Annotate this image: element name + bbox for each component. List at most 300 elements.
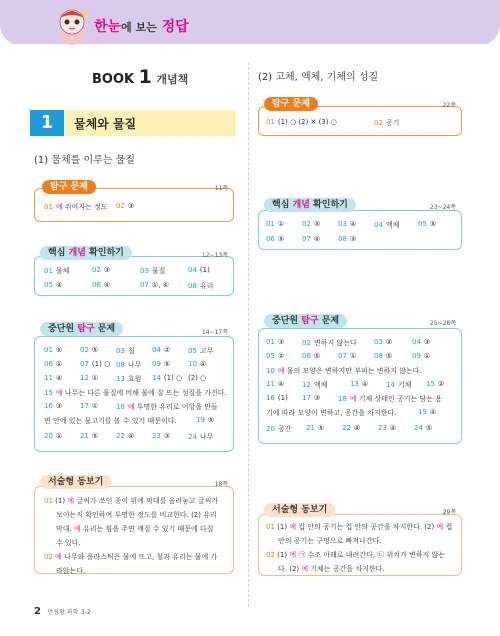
answer-item xyxy=(44,346,62,354)
answer-item xyxy=(338,220,356,228)
answer-text: ⑤ xyxy=(313,352,321,360)
answer-item xyxy=(374,352,392,360)
tag-part: 문제 xyxy=(67,182,88,192)
answer-number: 10 xyxy=(188,360,197,368)
tag-part: 탐구 xyxy=(77,324,95,334)
answer-text: ④ xyxy=(313,235,321,243)
answer-item xyxy=(266,394,288,402)
answer-item xyxy=(116,346,135,356)
essay-part: 유리는 힘을 주면 깨질 수 있기 때문에 다칠 xyxy=(82,525,214,533)
answer-number: 02 xyxy=(374,119,383,127)
answer-text: 효원 xyxy=(127,375,142,383)
answer-continuation: 면 안에 있는 물고기를 볼 수 있기 때문이다. xyxy=(44,417,177,425)
answer-text: ①, ④ xyxy=(151,281,169,289)
answer-text: (1) xyxy=(199,266,210,274)
chapter-number: 1 xyxy=(30,110,64,136)
answer-item xyxy=(302,352,320,360)
answer-number: 15 xyxy=(44,389,53,397)
answer-text: ③ xyxy=(277,338,285,346)
answer-text: ④ xyxy=(429,408,437,416)
answer-item xyxy=(426,380,444,388)
answer-text: ① xyxy=(91,402,99,410)
answer-number: 01 xyxy=(266,523,275,531)
essay-line xyxy=(266,548,458,562)
answer-item xyxy=(116,360,141,370)
answer-number: 07 xyxy=(338,352,347,360)
answer-item xyxy=(266,220,284,228)
answer-item xyxy=(302,338,357,348)
answer-text: 나무 xyxy=(199,433,214,441)
answer-number: 19 xyxy=(418,408,427,416)
answer-number: 02 xyxy=(302,339,311,347)
essay-part: 막대. xyxy=(56,525,72,533)
answer-text: 투명한 유리로 어항을 만들 xyxy=(136,403,218,411)
essay-part: 나무와 플라스틱은 물에 뜨고, 철과 유리는 물에 가 xyxy=(64,553,218,561)
example-mark: 예 xyxy=(301,565,309,573)
answer-number: 16 xyxy=(266,394,275,402)
answer-text: ⑤ xyxy=(429,220,437,228)
tag-part: 개념 xyxy=(292,200,310,210)
right-concept-box xyxy=(258,210,462,250)
essay-line: 수 있다. xyxy=(56,539,81,547)
answer-text: ③ xyxy=(313,394,321,402)
answer-text: ⑤ xyxy=(425,424,433,432)
example-mark: 예 xyxy=(349,395,357,403)
header-part1: 한눈 xyxy=(94,19,122,35)
answer-text: 액체 xyxy=(313,381,328,389)
tag-part: 동보기 xyxy=(74,477,104,487)
tag-part: 확인하기 xyxy=(85,248,124,258)
answer-number: 07 xyxy=(140,281,149,289)
answer-text: ⑤ xyxy=(207,416,215,424)
answer-item xyxy=(188,281,213,291)
answer-number: 04 xyxy=(374,221,383,229)
header-part3: 정답 xyxy=(161,19,189,35)
book-title xyxy=(92,66,188,88)
left-unit-tag xyxy=(40,322,123,336)
answer-text: ⑤ xyxy=(317,424,325,432)
example-mark: 예 xyxy=(55,553,62,561)
tag-part: 서술형 xyxy=(48,477,75,487)
answer-item xyxy=(378,424,396,432)
answer-item xyxy=(302,380,327,390)
essay-line: 보이는지 확인하여 투명한 정도를 비교한다. (2) 유리 xyxy=(56,511,217,519)
footer-grade: 3-2 xyxy=(80,609,91,616)
essay-part: 기체는 공간을 차지한다. xyxy=(310,565,385,573)
answer-item xyxy=(44,202,108,212)
right-concept-tag xyxy=(264,198,356,212)
example-mark: 예 xyxy=(67,497,75,505)
answer-text: (1) xyxy=(277,394,288,402)
tag-part: 동보기 xyxy=(298,505,328,515)
answer-text: 철 xyxy=(127,347,135,355)
answer-item xyxy=(412,352,430,360)
essay-line xyxy=(44,494,230,508)
answer-text: 물의 모양은 변하지만 부피는 변하지 않는다. xyxy=(286,367,422,375)
answer-number: 05 xyxy=(44,281,53,289)
answer-item xyxy=(80,346,98,354)
answer-number: 08 xyxy=(116,361,125,369)
answer-number: 02 xyxy=(44,553,53,561)
essay-line xyxy=(266,562,458,576)
answer-number: 06 xyxy=(92,281,101,289)
answer-item xyxy=(338,352,356,360)
answer-text: (1) ○ (2) ✕ (3) ○ xyxy=(277,118,337,126)
answer-item xyxy=(188,346,213,356)
answer-item xyxy=(116,374,141,384)
answer-text: 물체 xyxy=(55,267,70,275)
page-number: 2 xyxy=(34,606,41,617)
essay-line xyxy=(266,520,458,534)
answer-text: 기체 xyxy=(397,381,412,389)
answer-item xyxy=(266,424,291,434)
tag-part: 중단원 xyxy=(272,316,302,326)
answer-text: ① xyxy=(349,352,357,360)
tag-part: 문제 xyxy=(289,99,310,109)
answer-text: ⑤ xyxy=(55,346,63,354)
answer-item xyxy=(306,424,324,432)
right-essay-tag xyxy=(264,503,335,517)
book-number: 1 xyxy=(138,66,152,88)
answer-number: 17 xyxy=(302,394,311,402)
answer-number: 01 xyxy=(44,497,53,505)
header-part2: 에 보는 xyxy=(121,21,157,34)
answer-item xyxy=(302,235,320,243)
answer-item-18 xyxy=(338,394,442,404)
answer-item xyxy=(44,402,62,410)
answer-text: (2) ○ xyxy=(188,374,207,382)
answer-number: 09 xyxy=(412,352,421,360)
answer-number: 03 xyxy=(338,220,347,228)
left-essay-tag xyxy=(40,475,111,489)
left-explore-tag xyxy=(42,180,96,194)
answer-number: 06 xyxy=(302,352,311,360)
answer-item xyxy=(188,432,213,442)
tag-part: 중단원 xyxy=(48,324,78,334)
answer-number: 01 xyxy=(44,346,53,354)
answer-number: 22 xyxy=(342,424,351,432)
answer-item xyxy=(266,380,284,388)
answer-number: 01 xyxy=(266,118,275,126)
answer-text: 공기 xyxy=(385,119,400,127)
tag-part: 탐구 xyxy=(301,316,319,326)
answer-number: 21 xyxy=(80,432,89,440)
answer-item xyxy=(386,380,411,390)
answer-number: 13 xyxy=(116,375,125,383)
right-explore-page: 22쪽 xyxy=(442,102,456,109)
essay-line xyxy=(44,522,230,536)
answer-item xyxy=(266,118,337,126)
answer-number: 02 xyxy=(302,220,311,228)
answer-text: 쥐어지는 정도 xyxy=(64,203,108,211)
answer-text: 고무 xyxy=(199,347,214,355)
answer-item xyxy=(140,281,169,289)
answer-text: ① xyxy=(423,352,431,360)
answer-number: 06 xyxy=(266,235,275,243)
answer-number: 05 xyxy=(188,347,197,355)
answer-item xyxy=(44,266,69,276)
answer-text: ② xyxy=(277,352,285,360)
answer-number: 19 xyxy=(196,416,205,424)
answer-text: (1) ○ xyxy=(163,374,183,382)
answer-text: 액체 xyxy=(385,221,400,229)
answer-text: ② xyxy=(163,346,171,354)
answer-number: 01 xyxy=(44,203,53,211)
example-mark: 예 xyxy=(55,389,63,397)
answer-text: ① xyxy=(55,432,63,440)
answer-item xyxy=(374,338,392,346)
answer-number: 18 xyxy=(116,403,125,411)
answer-text: 기체 상태인 공기는 담는 용 xyxy=(358,395,442,403)
left-concept-tag xyxy=(40,246,132,260)
answer-number: 16 xyxy=(44,402,53,410)
answer-number: 14 xyxy=(152,374,161,382)
answer-number: 02 xyxy=(116,202,125,210)
answer-item xyxy=(92,281,110,289)
answer-text: ④ xyxy=(199,360,207,368)
answer-number: 07 xyxy=(80,360,89,368)
answer-item xyxy=(152,432,170,440)
answer-text: ① xyxy=(55,360,63,368)
answer-item xyxy=(140,266,165,276)
essay-part: 다. (2) xyxy=(278,565,300,573)
answer-number: 04 xyxy=(412,338,421,346)
left-essay-text xyxy=(44,494,230,578)
tag-part: 핵심 xyxy=(48,248,69,258)
answer-number: 12 xyxy=(302,381,311,389)
answer-item xyxy=(412,338,430,346)
answer-item xyxy=(418,220,436,228)
answer-text: 나무는 다른 물질에 비해 물에 잘 뜨는 성질을 가진다. xyxy=(64,389,227,397)
right-concept-page: 23~24쪽 xyxy=(429,204,456,211)
left-subsection-title: (1) 물체를 이루는 물질 xyxy=(34,155,135,166)
left-unit-page: 14~17쪽 xyxy=(201,329,228,336)
answer-number: 04 xyxy=(152,346,161,354)
answer-text: 유리 xyxy=(199,282,214,290)
essay-line xyxy=(44,550,230,564)
answer-number: 02 xyxy=(92,266,101,274)
answer-text: ③ xyxy=(349,235,357,243)
tag-part: 개념 xyxy=(68,248,86,258)
essay-part: (1) xyxy=(277,523,288,531)
essay-part: 컵 안의 공기는 컵 안의 공간을 차지한다. (2) xyxy=(298,523,435,531)
header-title xyxy=(94,16,189,36)
answer-item xyxy=(44,360,62,368)
answer-item xyxy=(374,118,399,128)
answer-item xyxy=(266,352,284,360)
tag-part: 문제 xyxy=(318,316,340,326)
tag-part: 핵심 xyxy=(272,200,293,210)
answer-item xyxy=(188,374,206,382)
essay-line: 안의 공기는 구멍으로 빠져나간다. xyxy=(278,537,382,545)
answer-item xyxy=(342,424,360,432)
answer-item xyxy=(302,220,320,228)
right-unit-page: 25~28쪽 xyxy=(429,320,456,327)
example-mark: 예 xyxy=(289,551,297,559)
tag-part: 문제 xyxy=(94,324,116,334)
left-concept-page: 12~13쪽 xyxy=(201,252,228,259)
answer-item xyxy=(338,235,356,243)
chapter-banner xyxy=(30,110,236,136)
answer-item xyxy=(92,266,110,274)
answer-number: 05 xyxy=(418,220,427,228)
answer-number: 11 xyxy=(266,380,275,388)
answer-number: 24 xyxy=(414,424,423,432)
answer-text: ③ xyxy=(163,432,171,440)
answer-text: 공간 xyxy=(277,425,292,433)
answer-item xyxy=(80,360,110,368)
answer-text: ③ xyxy=(423,338,431,346)
answer-number: 11 xyxy=(44,374,53,382)
answer-number: 02 xyxy=(266,551,275,559)
answer-item xyxy=(44,281,62,289)
answer-item xyxy=(152,346,170,354)
answer-number: 01 xyxy=(44,267,53,275)
answer-item xyxy=(266,338,284,346)
answer-text: ③ xyxy=(127,202,135,210)
answer-item-15 xyxy=(44,388,227,398)
example-mark: 예 xyxy=(436,523,444,531)
answer-number: 03 xyxy=(116,347,125,355)
answer-text: ⑤ xyxy=(385,352,393,360)
essay-part: ㉠ 수조 아래로 내려간다, ㉡ 위치가 변하지 않는 xyxy=(298,551,446,559)
answer-number: 22 xyxy=(116,432,125,440)
answer-text: ④ xyxy=(55,374,63,382)
answer-continuation: 기에 따라 모양이 변하고, 공간을 차지한다. xyxy=(266,409,397,417)
right-essay-text xyxy=(266,520,458,576)
book-prefix: BOOK xyxy=(92,72,135,87)
chapter-title: 물체와 물질 xyxy=(74,117,137,131)
page-footer xyxy=(34,606,91,617)
answer-number: 02 xyxy=(80,346,89,354)
answer-text: ④ xyxy=(361,380,369,388)
answer-number: 03 xyxy=(140,267,149,275)
tag-part: 탐구 xyxy=(50,182,68,192)
answer-number: 09 xyxy=(152,360,161,368)
answer-item xyxy=(80,432,98,440)
answer-number: 18 xyxy=(338,395,347,403)
example-mark: 예 xyxy=(289,523,297,531)
answer-number: 15 xyxy=(426,380,435,388)
answer-number: 06 xyxy=(44,360,53,368)
answer-item-10 xyxy=(266,366,422,376)
answer-item xyxy=(196,416,214,424)
answer-number: 07 xyxy=(302,235,311,243)
answer-number: 24 xyxy=(188,433,197,441)
answer-text: 나무 xyxy=(127,361,142,369)
answer-number: 01 xyxy=(266,338,275,346)
answer-text: ② xyxy=(437,380,445,388)
answer-number: 08 xyxy=(374,352,383,360)
essay-part: 컵 xyxy=(445,523,453,531)
answer-text: ① xyxy=(91,374,99,382)
answer-text: ④ xyxy=(389,424,397,432)
answer-item-18 xyxy=(116,402,218,412)
answer-number: 05 xyxy=(266,352,275,360)
answer-number: 14 xyxy=(386,381,395,389)
answer-number: 08 xyxy=(338,235,347,243)
answer-number: 10 xyxy=(266,367,275,375)
answer-item xyxy=(44,432,62,440)
answer-number: 04 xyxy=(188,266,197,274)
answer-number: 23 xyxy=(152,432,161,440)
answer-item xyxy=(350,380,368,388)
answer-text: ⑤ xyxy=(91,432,99,440)
right-explore-tag xyxy=(264,97,318,111)
answer-item xyxy=(266,235,284,243)
answer-text: ① xyxy=(277,220,285,228)
answer-item xyxy=(80,374,98,382)
essay-part: 글씨가 쓰인 종이 위에 막대를 올려놓고 글씨가 xyxy=(76,497,219,505)
example-mark: 예 xyxy=(127,403,135,411)
answer-number: 08 xyxy=(188,282,197,290)
answer-text: ⑤ xyxy=(163,360,171,368)
answer-number: 17 xyxy=(80,402,89,410)
answer-text: ⑤ xyxy=(277,235,285,243)
left-essay-page: 18쪽 xyxy=(214,481,228,488)
answer-number: 03 xyxy=(374,338,383,346)
answer-text: ④ xyxy=(353,424,361,432)
answer-text: ⑤ xyxy=(91,346,99,354)
answer-text: ③ xyxy=(55,281,63,289)
answer-text: ④ xyxy=(103,281,111,289)
answer-item xyxy=(44,374,62,382)
answer-text: ④ xyxy=(349,220,357,228)
book-name: 개념책 xyxy=(156,73,189,86)
answer-text: ③ xyxy=(55,402,63,410)
essay-part: (1) xyxy=(55,497,66,505)
answer-number: 23 xyxy=(378,424,387,432)
answer-number: 20 xyxy=(44,432,53,440)
footer-book: 만점왕 과학 xyxy=(47,609,79,616)
answer-item xyxy=(374,220,399,230)
answer-item xyxy=(116,202,134,210)
answer-text: (1) ○ xyxy=(91,360,111,368)
answer-item xyxy=(188,266,210,274)
answer-text: ② xyxy=(385,338,393,346)
answer-number: 21 xyxy=(306,424,315,432)
answer-item xyxy=(414,424,432,432)
example-mark: 예 xyxy=(73,525,81,533)
right-subsection-title: (2) 고체, 액체, 기체의 성질 xyxy=(258,72,379,83)
answer-text: ③ xyxy=(103,266,111,274)
answer-text: ④ xyxy=(277,380,285,388)
tag-part: 서술형 xyxy=(272,505,299,515)
answer-item xyxy=(152,374,182,382)
essay-line: 라앉는다. xyxy=(56,567,86,575)
essay-part: (1) xyxy=(277,551,288,559)
answer-number: 13 xyxy=(350,380,359,388)
right-essay-page: 29쪽 xyxy=(442,509,456,516)
answer-item xyxy=(152,360,170,368)
answer-number: 12 xyxy=(80,374,89,382)
answer-item xyxy=(116,432,134,440)
answer-item xyxy=(80,402,98,410)
answer-item xyxy=(418,408,436,416)
answer-text: 물질 xyxy=(151,267,166,275)
example-mark: 예 xyxy=(277,367,285,375)
left-explore-page: 11쪽 xyxy=(214,185,228,192)
example-mark: 예 xyxy=(55,203,63,211)
answer-number: 01 xyxy=(266,220,275,228)
answer-item xyxy=(302,394,320,402)
answer-number: 20 xyxy=(266,425,275,433)
answer-text: ⑤ xyxy=(313,220,321,228)
answer-text: ④ xyxy=(127,432,135,440)
tag-part: 탐구 xyxy=(272,99,290,109)
answer-text: 변하지 않는다 xyxy=(313,339,357,347)
mascot-icon xyxy=(54,6,90,46)
